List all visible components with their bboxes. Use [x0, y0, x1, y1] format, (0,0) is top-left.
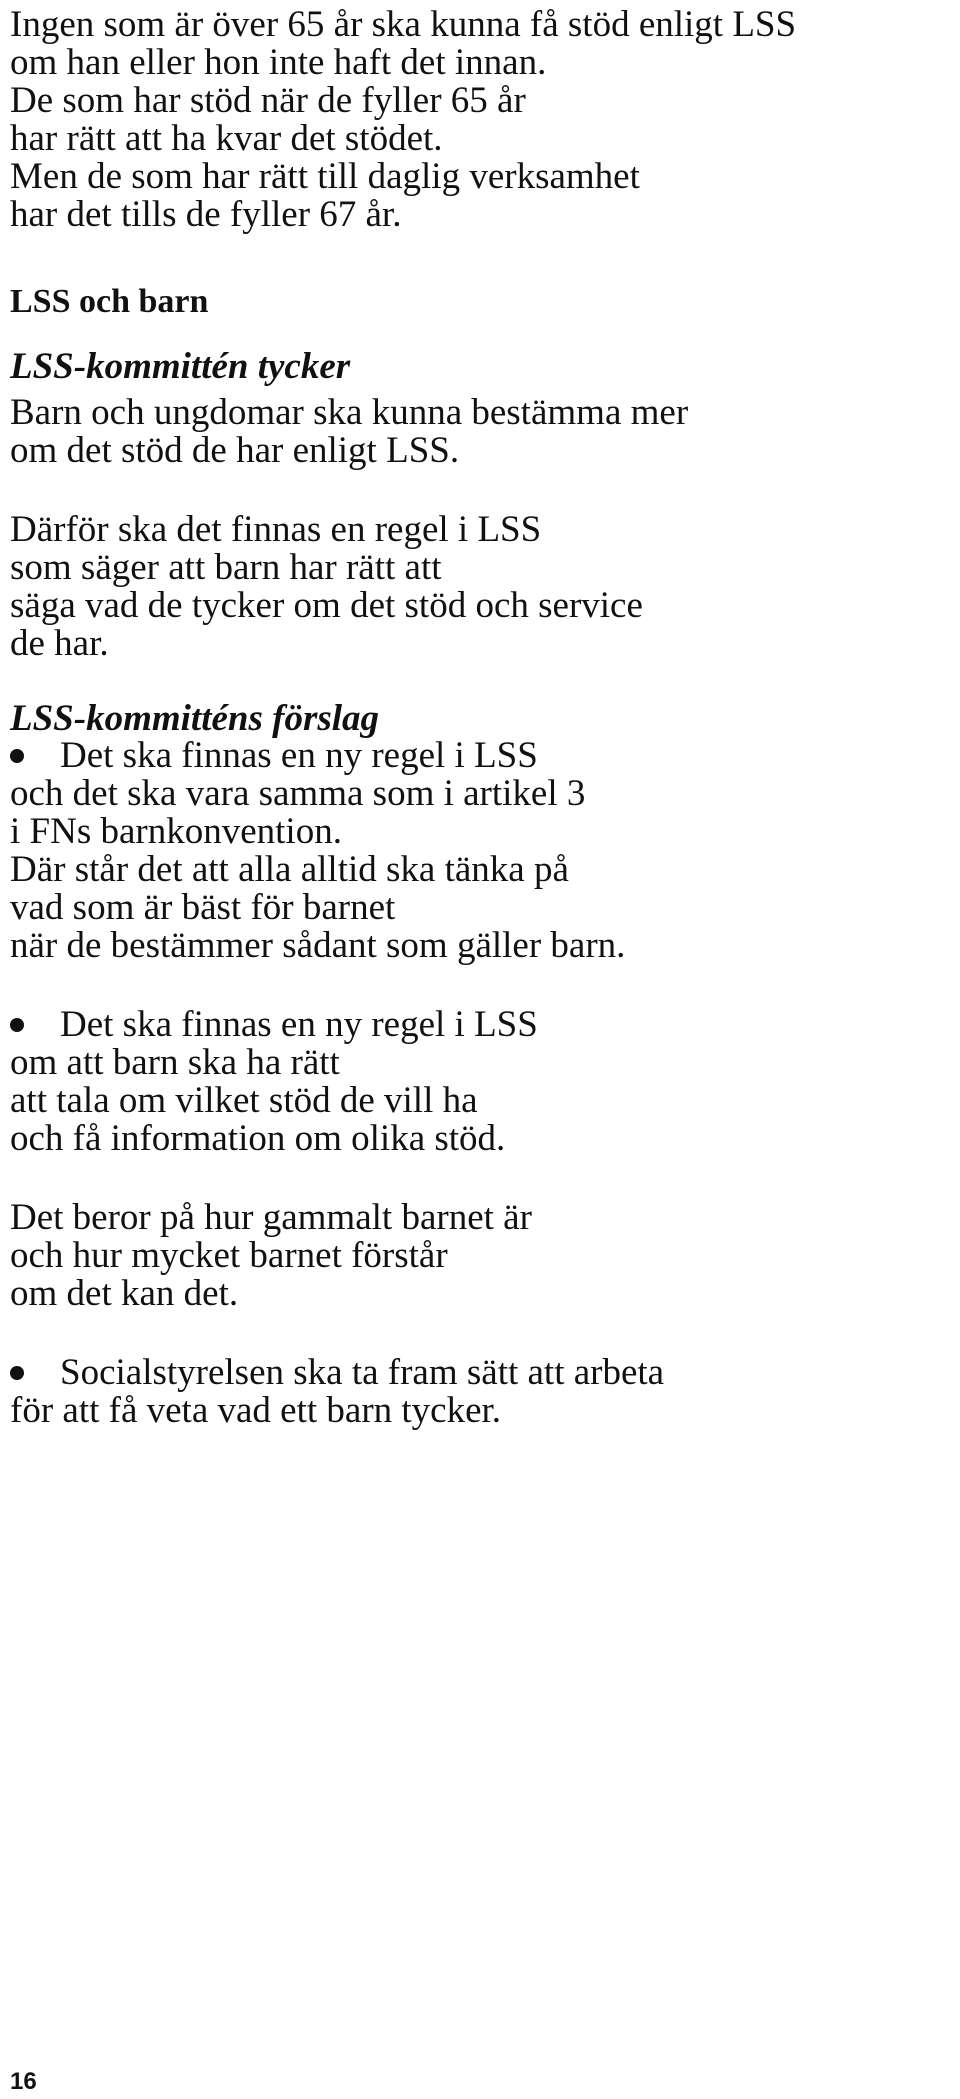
- proposal-line: att tala om vilket stöd de vill ha: [10, 1080, 478, 1121]
- opinion-line: Därför ska det finnas en regel i LSS: [10, 509, 542, 550]
- proposal-line: när de bestämmer sådant som gäller barn.: [10, 925, 626, 966]
- bullet-icon: [10, 749, 24, 763]
- opinion-line: Barn och ungdomar ska kunna bestämma mer: [10, 392, 689, 433]
- proposal-line: och det ska vara samma som i artikel 3: [10, 773, 586, 814]
- proposal-heading: LSS-kommitténs förslag: [10, 698, 380, 739]
- intro-line: Men de som har rätt till daglig verksamhet: [10, 156, 640, 197]
- opinion-line: de har.: [10, 623, 109, 664]
- proposal-line: i FNs barnkonvention.: [10, 811, 342, 852]
- proposal-note-line: Det beror på hur gammalt barnet är: [10, 1197, 532, 1238]
- proposal-note-line: och hur mycket barnet förstår: [10, 1235, 448, 1276]
- opinion-line: säga vad de tycker om det stöd och service: [10, 585, 643, 626]
- bullet-icon: [10, 1018, 24, 1032]
- proposal-line: vad som är bäst för barnet: [10, 887, 396, 928]
- proposal-line: och få information om olika stöd.: [10, 1118, 506, 1159]
- bullet-icon: [10, 1366, 24, 1380]
- opinion-heading: LSS-kommittén tycker: [10, 346, 351, 387]
- opinion-line: som säger att barn har rätt att: [10, 547, 442, 588]
- proposal-line: för att få veta vad ett barn tycker.: [10, 1390, 502, 1431]
- page-number: 16: [10, 2068, 37, 2095]
- proposal-line: Det ska finnas en ny regel i LSS: [60, 735, 538, 776]
- proposal-line: Socialstyrelsen ska ta fram sätt att arbeta: [60, 1352, 665, 1393]
- intro-line: har rätt att ha kvar det stödet.: [10, 118, 443, 159]
- intro-line: Ingen som är över 65 år ska kunna få stöd enligt LSS: [10, 4, 797, 45]
- opinion-line: om det stöd de har enligt LSS.: [10, 430, 460, 471]
- proposal-note-line: om det kan det.: [10, 1273, 239, 1314]
- intro-line: De som har stöd när de fyller 65 år: [10, 80, 526, 121]
- section-heading: LSS och barn: [10, 283, 209, 320]
- intro-line: har det tills de fyller 67 år.: [10, 194, 402, 235]
- proposal-line: om att barn ska ha rätt: [10, 1042, 340, 1083]
- proposal-line: Det ska finnas en ny regel i LSS: [60, 1004, 538, 1045]
- proposal-line: Där står det att alla alltid ska tänka på: [10, 849, 569, 890]
- intro-line: om han eller hon inte haft det innan.: [10, 42, 547, 83]
